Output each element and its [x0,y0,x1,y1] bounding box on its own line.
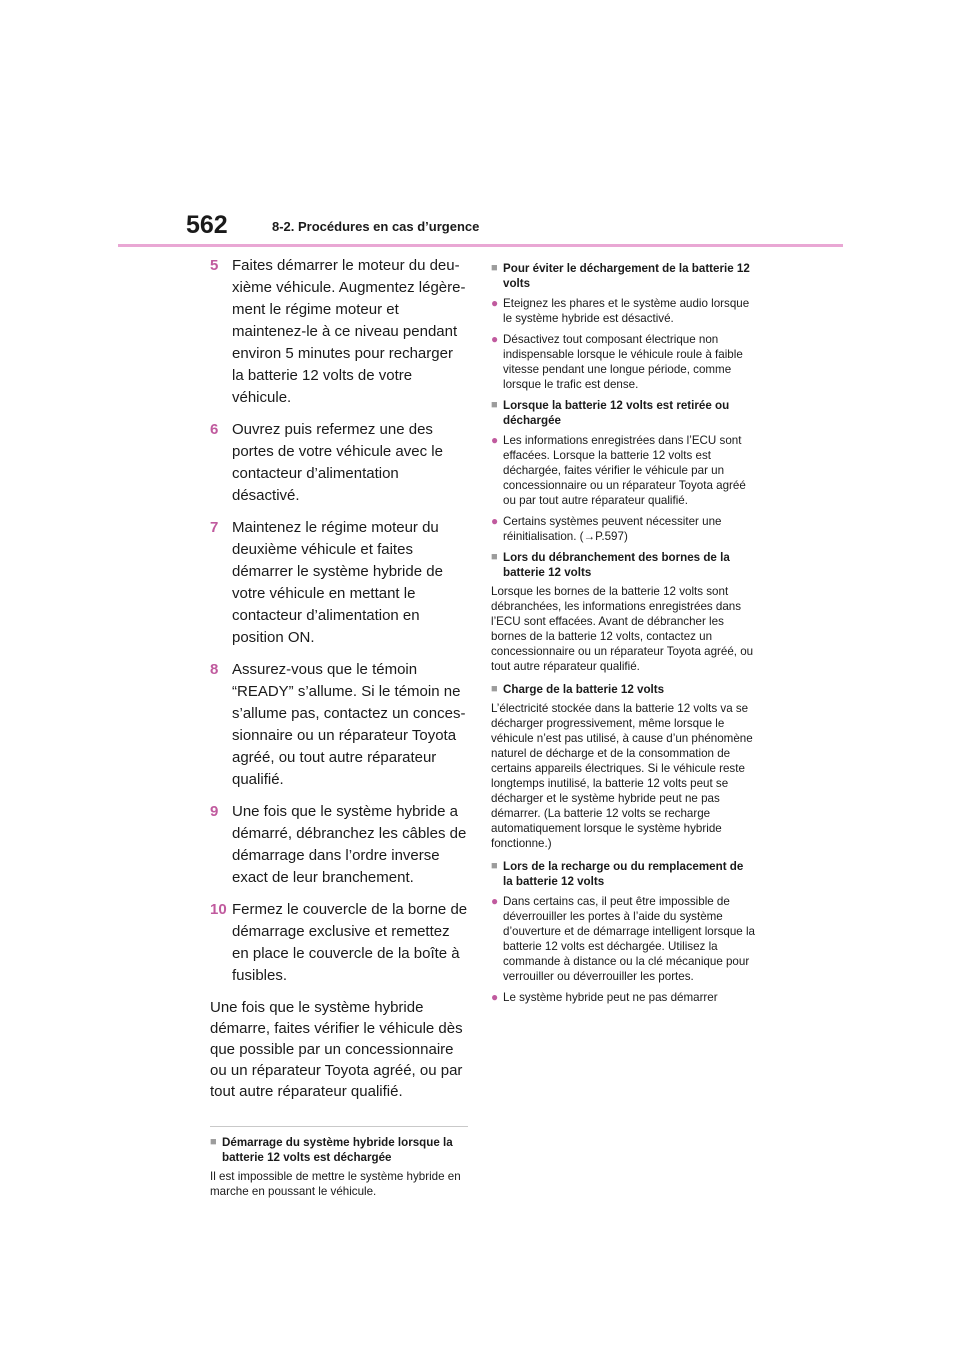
circle-bullet-icon: ● [491,514,499,528]
heading-discharge-prevention [491,261,756,291]
circle-bullet-icon: ● [491,433,499,447]
list-item [491,433,756,508]
step-9 [210,801,468,889]
square-bullet-icon: ■ [491,399,498,411]
circle-bullet-icon: ● [491,894,499,908]
left-column [210,255,468,1207]
heading-text: Lorsque la batterie 12 volts est retirée ou déchargée [503,399,730,427]
list-item-text: Eteignez les phares et le système audio lorsque le système hybride est désactivé. [503,297,750,325]
circle-bullet-icon: ● [491,296,499,310]
step-text: Faites démarrer le moteur du deuxième véhicule. Augmentez légèrement le régime moteur et maintenez-le à ce niveau pendant environ 5 minutes pour recharger la batterie 12 volts de votre véhicule. [232,257,466,406]
note-heading [210,1135,468,1165]
list-item [491,296,756,326]
step-number: 9 [210,803,219,820]
paragraph: Lorsque les bornes de la batterie 12 volts sont débranchées, les informations enregistrées dans l’ECU sont effacées. Avant de débrancher les bornes de la batterie 12 volts, contactez un concessionnaire ou un réparateur Toyota agréé, ou tout autre réparateur qualifié. [491,585,754,673]
note-text: Il est impossible de mettre le système hybride en marche en poussant le véhicule. [210,1170,461,1198]
step-number: 7 [210,519,219,536]
closing-paragraph: Une fois que le système hybride démarre, faites vérifier le véhicule dès que possible par un concessionnaire ou un réparateur Toyota agréé, ou par tout autre réparateur qualifié. [210,999,463,1100]
section-title: 8-2. Procédures en cas d’urgence [272,219,480,234]
heading-battery-charge [491,682,756,697]
step-text: Assurez-vous que le témoin “READY” s’allume. Si le témoin ne s’allume pas, contactez un concessionnaire ou un réparateur Toyota agréé, ou tout autre réparateur qualifié. [232,661,466,788]
list-item [491,514,756,544]
circle-bullet-icon: ● [491,332,499,346]
step-7 [210,517,468,649]
step-8 [210,659,468,791]
step-5 [210,255,468,409]
square-bullet-icon: ■ [491,860,498,872]
square-bullet-icon: ■ [210,1136,217,1148]
list-item-text: Certains systèmes peuvent nécessiter une réinitialisation. (→P.597) [503,515,722,543]
paragraph: L’électricité stockée dans la batterie 12 volts va se décharger progressivement, même lorsque le véhicule n’est pas utilisé, à cause d’un phénomène naturel de décharge et de la consommation de certains appareils électriques. Si le véhicule reste longtemps inutilisé, la batterie 12 volts peut se décharger et le système hybride peut ne pas démarrer. (La batterie 12 volts se recharge automatiquement lorsque le système hybride fonctionne.) [491,702,753,850]
list-item [491,990,756,1005]
step-number: 6 [210,421,219,438]
step-10 [210,899,468,987]
heading-recharge-replace [491,859,756,889]
heading-text: Pour éviter le déchargement de la batterie 12 volts [503,262,750,290]
note-divider [210,1126,468,1127]
heading-text: Lors du débranchement des bornes de la batterie 12 volts [503,551,730,579]
heading-disconnect-terminals [491,550,756,580]
heading-text: Charge de la batterie 12 volts [503,683,665,696]
heading-text: Lors de la recharge ou du remplacement de la batterie 12 volts [503,860,744,888]
list-item [491,894,756,984]
step-text: Fermez le couvercle de la borne de démarrage exclusive et remettez en place le couvercle de la boîte à fusibles. [232,901,468,984]
note-heading-text: Démarrage du système hybride lorsque la batterie 12 volts est déchargée [222,1136,453,1164]
step-6 [210,419,468,507]
page-number: 562 [186,211,228,239]
step-number: 10 [210,901,227,918]
square-bullet-icon: ■ [491,262,498,274]
header-rule [118,244,843,247]
list-item-text: Les informations enregistrées dans l’ECU sont effacées. Lorsque la batterie 12 volts est déchargée, faites vérifier le véhicule par un concessionnaire ou un réparateur Toyota agréé ou par tout autre réparateur qualifié. [503,434,746,507]
list-item-text: Dans certains cas, il peut être impossible de déverrouiller les portes à l’aide du système d’ouverture et de démarrage intelligent lorsque la batterie 12 volts est déchargée. Utilisez la commande à distance ou la clé mécanique pour verrouiller ou déverrouiller les portes. [503,895,755,983]
square-bullet-icon: ■ [491,551,498,563]
step-text: Ouvrez puis refermez une des portes de votre véhicule avec le contacteur d’alimentation désactivé. [232,421,443,504]
step-text: Une fois que le système hybride a démarré, débranchez les câbles de démarrage dans l’ordre inverse exact de leur branchement. [232,803,467,886]
list-item-text: Le système hybride peut ne pas démarrer [503,991,718,1004]
step-text: Maintenez le régime moteur du deuxième véhicule et faites démarrer le système hybride de votre véhicule en mettant le contacteur d’alimentation en position ON. [232,519,443,646]
list-item-text: Désactivez tout composant électrique non indispensable lorsque le véhicule roule à faible vitesse pendant une longue période, comme lorsque le trafic est dense. [503,333,743,391]
step-number: 5 [210,257,219,274]
right-column [491,255,756,1011]
heading-battery-removed [491,398,756,428]
list-item [491,332,756,392]
square-bullet-icon: ■ [491,683,498,695]
step-number: 8 [210,661,219,678]
circle-bullet-icon: ● [491,990,499,1004]
